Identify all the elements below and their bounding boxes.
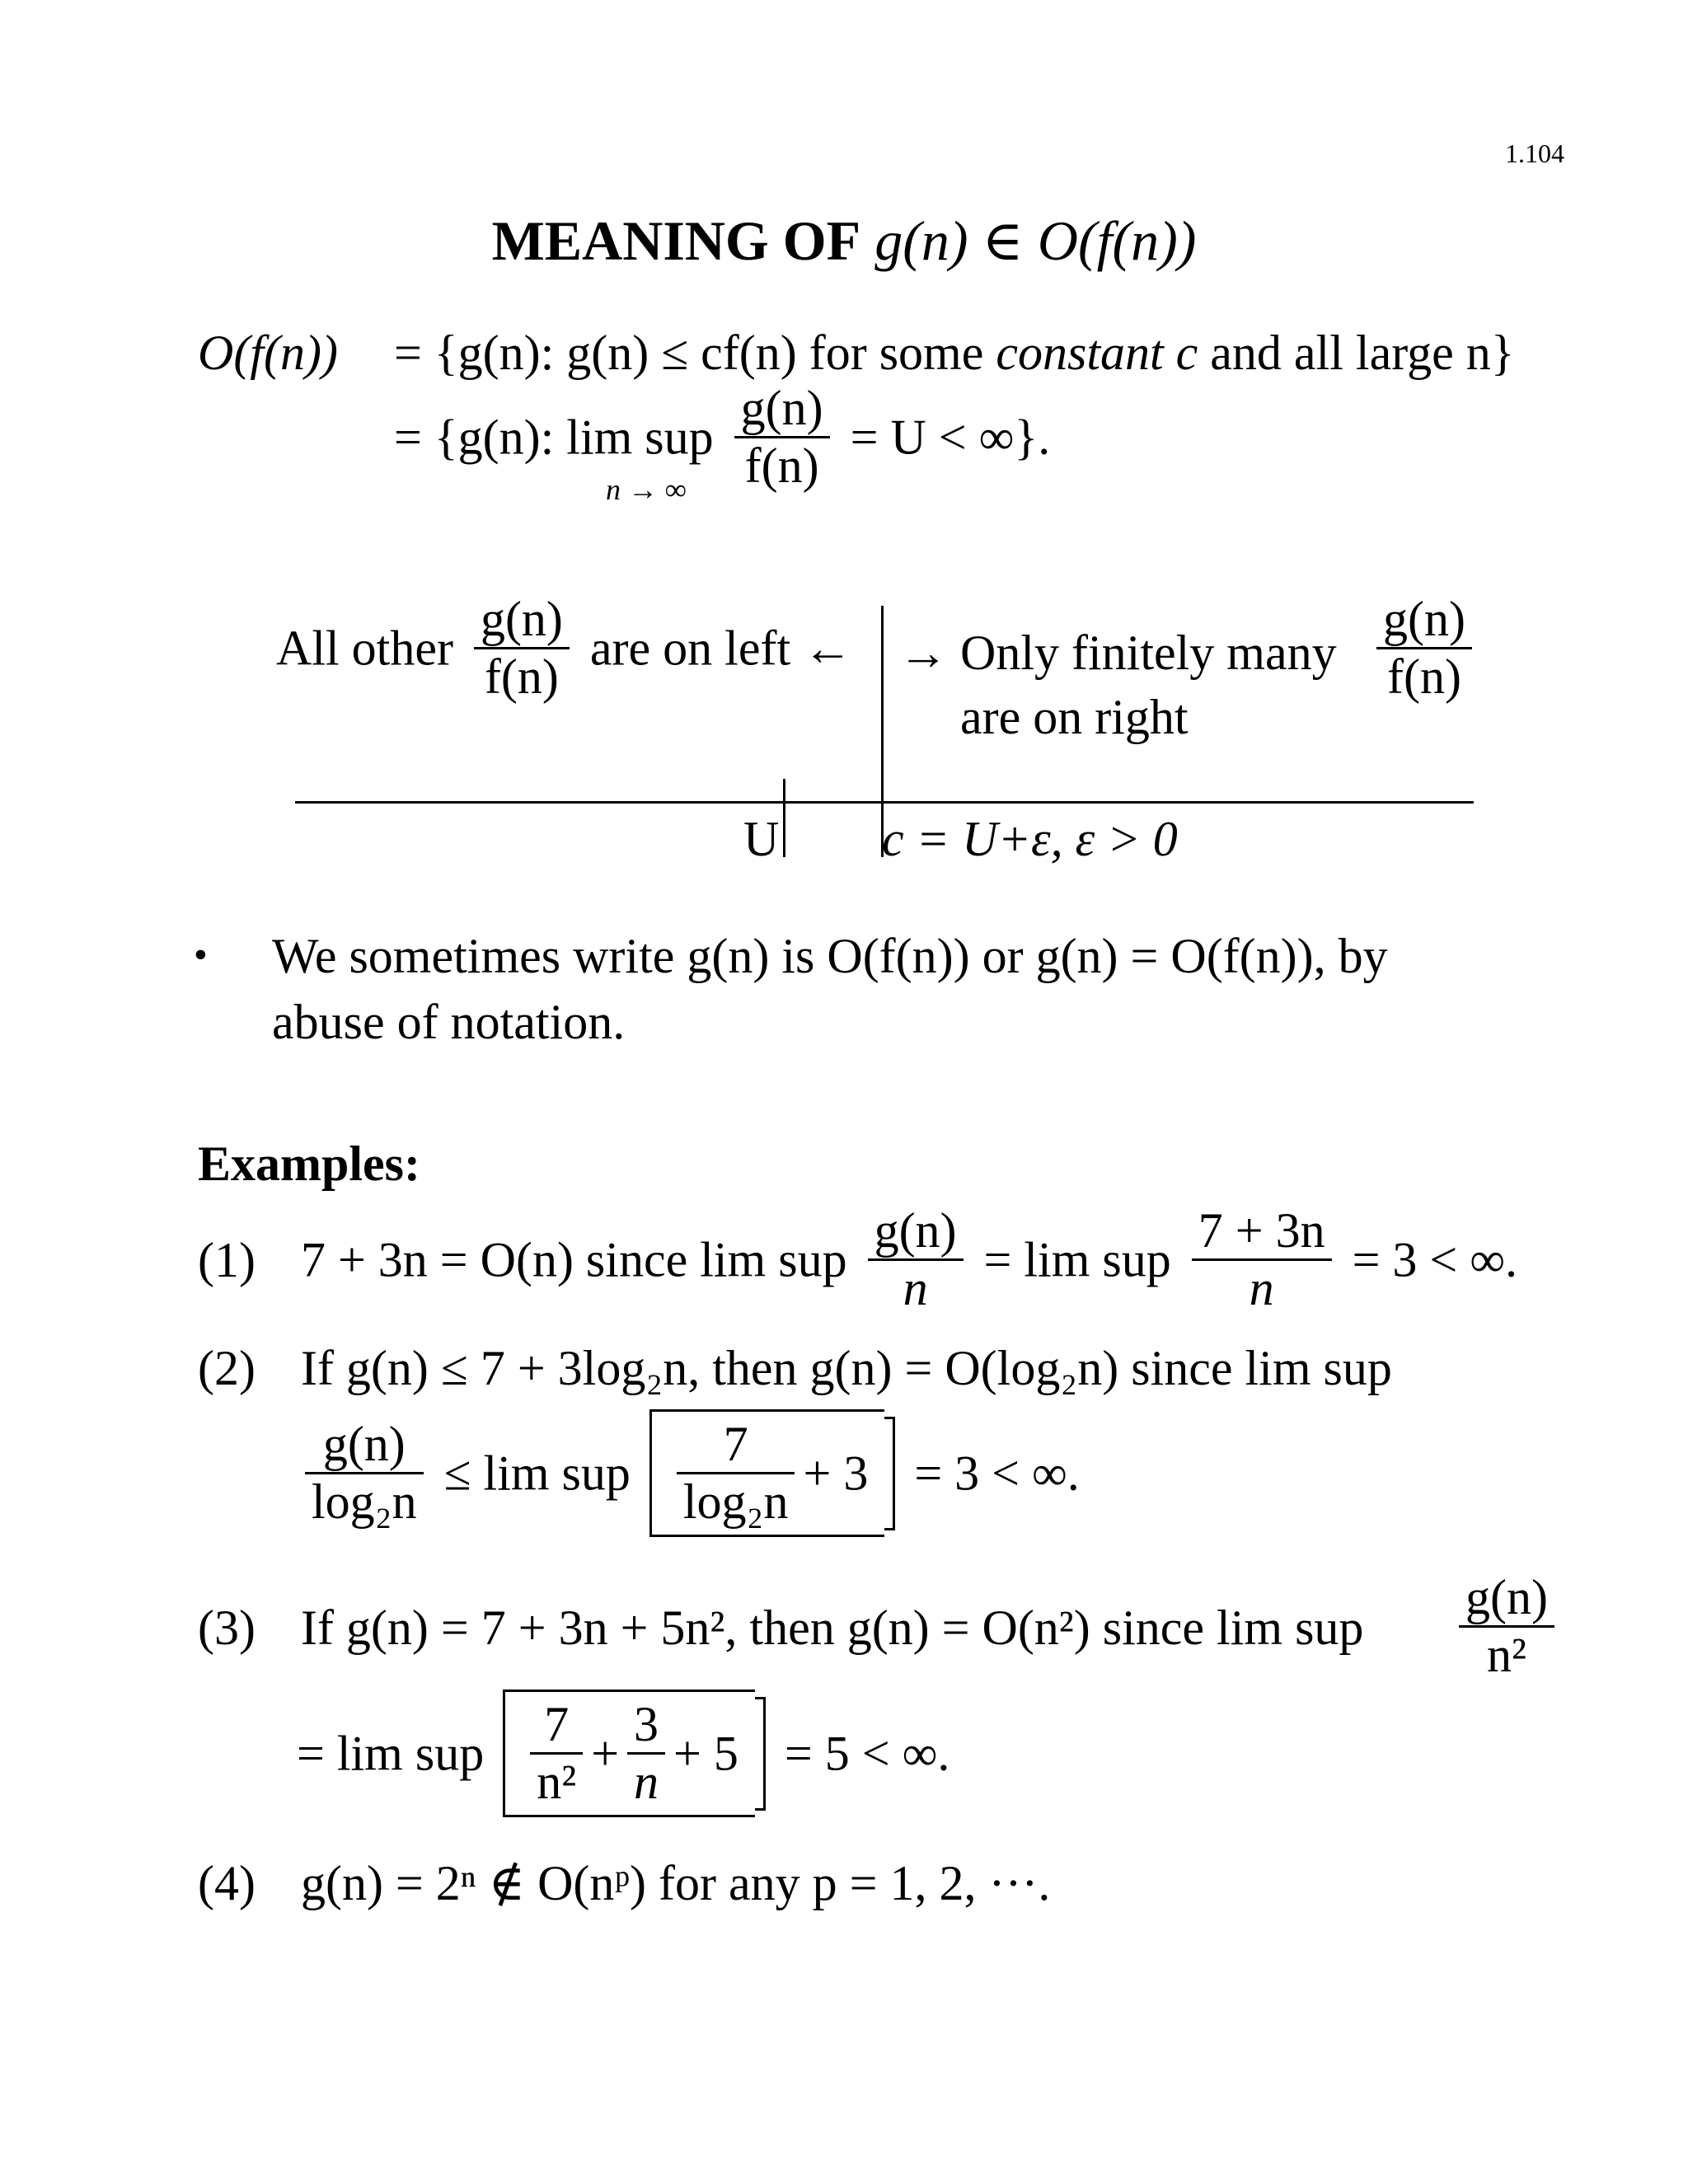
example-4-text: g(n) = 2ⁿ ∉ O(nᵖ) for any p = 1, 2, ···. (300, 1856, 1051, 1910)
example-3-number: (3) (198, 1601, 256, 1655)
example-2-number: (2) (198, 1341, 256, 1395)
diagram-left-fraction (474, 592, 570, 705)
bullet-line2: abuse of notation. (272, 995, 626, 1049)
example-3-f1n: g(n) (1459, 1570, 1554, 1628)
example-3-bracket-left (503, 1690, 755, 1817)
example-1-f1n: g(n) (868, 1203, 964, 1261)
example-2-f2d: log₂n (682, 1474, 789, 1530)
diagram-right-frac-box (1376, 592, 1472, 705)
example-3-f3n: 3 (627, 1697, 665, 1755)
diagram-right-fraction (1368, 592, 1480, 705)
example-3-d: = 5 < ∞. (784, 1726, 950, 1781)
example-1-f2n: 7 + 3n (1192, 1203, 1332, 1261)
example-3-f2d: n² (537, 1755, 577, 1810)
definition-line2-a: = {g(n): lim sup (394, 410, 714, 465)
example-2-line1 (198, 1343, 1392, 1393)
diagram-left-den: f(n) (484, 649, 559, 705)
example-1-f2d: n (1249, 1261, 1274, 1316)
example-3-bracket-right (755, 1697, 766, 1811)
example-3-line2 (297, 1690, 950, 1817)
example-3-frac2 (530, 1697, 583, 1810)
example-1-number: (1) (198, 1232, 256, 1287)
definition-limit-subscript: n → ∞ (606, 473, 687, 506)
definition-frac-den: f(n) (744, 438, 819, 494)
example-1-frac1 (868, 1203, 964, 1316)
example-2-bracket-right (884, 1417, 895, 1530)
diagram-right-den: f(n) (1387, 649, 1461, 705)
example-2-f1n: g(n) (305, 1417, 424, 1474)
example-2-d: = 3 < ∞. (914, 1446, 1080, 1501)
example-3-frac3 (627, 1697, 665, 1810)
definition-frac-num: g(n) (734, 381, 830, 438)
label-u: U (743, 812, 780, 866)
example-3-line1-text: If g(n) = 7 + 3n + 5n², then g(n) = O(n²) since lim sup (300, 1601, 1364, 1655)
example-2-line1-text: If g(n) ≤ 7 + 3log₂n, then g(n) = O(log₂n) since lim sup (300, 1341, 1392, 1395)
example-1-b: = lim sup (983, 1232, 1171, 1287)
bullet-marker: • (194, 933, 208, 977)
page-number: 1.104 (1505, 138, 1564, 168)
example-1-frac2 (1192, 1203, 1332, 1316)
definition-line1-b: constant c (996, 326, 1198, 380)
definition-line1-a: = {g(n): g(n) ≤ cf(n) for some (394, 326, 984, 380)
example-2-line2 (297, 1409, 1080, 1537)
title-bold: MEANING OF (491, 209, 861, 272)
number-line (295, 801, 1474, 804)
diagram-left-text (276, 592, 852, 705)
example-1 (198, 1203, 1517, 1316)
example-3-frac1-box (1459, 1570, 1554, 1683)
example-3-frac1 (1451, 1570, 1563, 1683)
example-2-frac2 (677, 1417, 795, 1530)
example-2-f2n: 7 (677, 1417, 795, 1474)
example-1-f1d: n (903, 1261, 928, 1316)
example-2-c: + 3 (803, 1446, 869, 1501)
definition-line1 (394, 326, 1515, 380)
example-1-c: = 3 < ∞. (1352, 1232, 1518, 1287)
title-math: g(n) ∈ O(f(n)) (874, 209, 1197, 272)
page-title (0, 209, 1688, 272)
diagram-right-a: → Only finitely many (898, 626, 1337, 680)
example-2-frac1 (305, 1417, 424, 1530)
example-3-c: + 5 (673, 1726, 738, 1781)
definition-line1-c: and all large n} (1210, 326, 1515, 380)
example-1-a: 7 + 3n = O(n) since lim sup (300, 1232, 847, 1287)
definition-line2-b: = U < ∞}. (850, 410, 1051, 465)
example-3-f1d: n² (1486, 1628, 1526, 1683)
definition-lhs-text: O(f(n)) (198, 326, 338, 380)
example-2-bracket-left (649, 1409, 884, 1537)
example-2-f1d: log₂n (312, 1474, 417, 1530)
diagram-right-num: g(n) (1376, 592, 1472, 649)
example-4 (198, 1858, 1050, 1908)
definition-fraction (734, 381, 830, 494)
example-2-b: ≤ lim sup (443, 1446, 631, 1501)
example-3-f3d: n (634, 1755, 659, 1810)
diagram-left-b: are on left ← (589, 621, 853, 676)
diagram-right-b: are on right (960, 690, 1189, 744)
label-c: c = U+ε, ε > 0 (882, 812, 1178, 866)
definition-line2 (394, 381, 1050, 494)
diagram-left-a: All other (276, 621, 453, 676)
tick-u (783, 779, 785, 857)
example-3-line1 (198, 1601, 1364, 1655)
example-4-number: (4) (198, 1856, 256, 1910)
example-3-f2n: 7 (530, 1697, 583, 1755)
example-3-plus: + (591, 1726, 620, 1781)
definition-lhs (198, 326, 338, 380)
diagram-left-num: g(n) (474, 592, 570, 649)
examples-heading: Examples: (198, 1137, 420, 1191)
example-3-a: = lim sup (297, 1726, 485, 1781)
bullet-line1: We sometimes write g(n) is O(f(n)) or g(n) = O(f(n)), by (272, 929, 1388, 983)
